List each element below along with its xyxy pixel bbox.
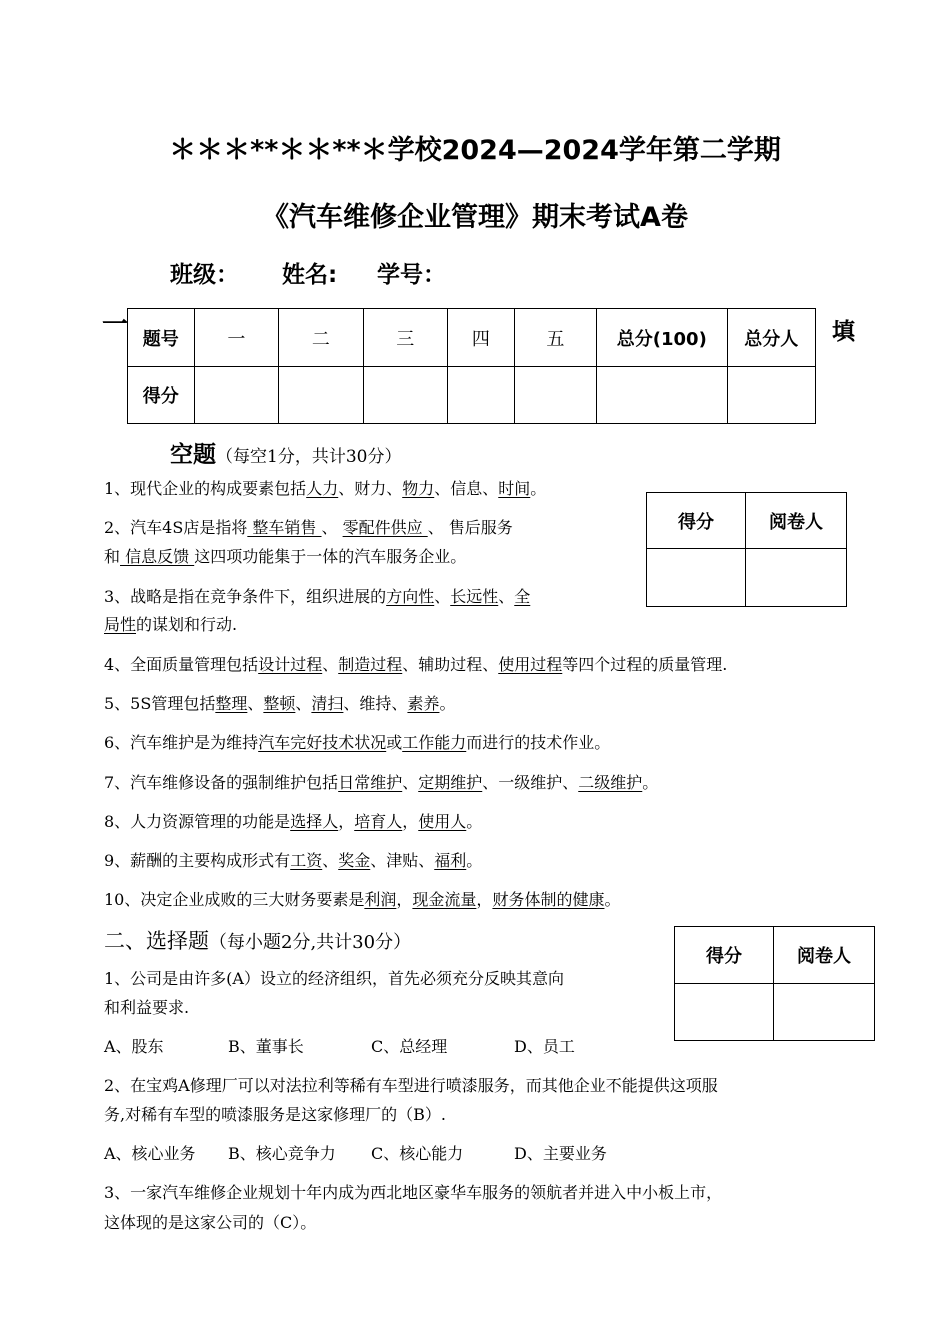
answer-blank: 选择人 [290, 812, 339, 831]
fill-question-2-line1: 2、汽车4S店是指将 整车销售 、 零配件供应 、 售后服务 [104, 518, 513, 537]
score-table-header: 三 [363, 309, 447, 367]
grader-score-cell[interactable] [675, 984, 774, 1041]
score-table-score-row [128, 367, 816, 424]
answer-blank: 日常维护 [338, 773, 403, 792]
answer-blank: 物力 [402, 479, 435, 498]
section-one-mark: 一 [102, 310, 129, 340]
answer-blank: 培育人 [354, 812, 403, 831]
choice-option[interactable]: B、董事长 [228, 1037, 304, 1056]
choice-option[interactable]: D、主要业务 [514, 1144, 607, 1163]
grader-label: 阅卷人 [774, 927, 875, 984]
choice-option[interactable]: C、核心能力 [371, 1144, 464, 1163]
class-label: 班级： [170, 262, 239, 288]
answer-blank: 定期维护 [418, 773, 483, 792]
name-label: 姓名: [282, 262, 338, 288]
section2-note: （每小题2分,共计30分） [209, 932, 412, 953]
choice-question-2-line1: 2、在宝鸡A修理厂可以对法拉利等稀有车型进行喷漆服务，而其他企业不能提供这项服 [104, 1076, 718, 1095]
grader-box-section2 [674, 926, 875, 1041]
grader-box-section1 [646, 492, 847, 607]
exam-title-line1: ＊＊＊**＊＊**＊学校2024—2024学年第二学期 [169, 135, 781, 166]
fill-question-3-line1: 3、战略是指在竞争条件下，组织进展的方向性、长远性、全 [104, 587, 531, 606]
grader-score-label: 得分 [647, 493, 746, 549]
student-id-label: 学号： [377, 262, 446, 288]
score-table-header: 二 [279, 309, 363, 367]
choice-question-1-options [104, 1030, 575, 1063]
section1-heading [170, 436, 401, 469]
answer-blank: 工资 [290, 851, 323, 870]
section2-title: 二、选择题 [104, 929, 209, 953]
score-cell[interactable] [194, 367, 278, 424]
answer-blank: 人力 [306, 479, 339, 498]
score-table [127, 308, 816, 424]
choice-question-3-line1: 3、一家汽车维修企业规划十年内成为西北地区豪华车服务的领航者并进入中小板上市， [104, 1183, 723, 1202]
section1-title: 空题 [170, 442, 216, 468]
score-table-header: 一 [194, 309, 278, 367]
answer-blank: 使用人 [418, 812, 467, 831]
answer-blank: 使用过程 [498, 655, 563, 674]
fill-mark: 填 [832, 319, 855, 345]
score-cell[interactable] [514, 367, 596, 424]
answer-blank: 清扫 [311, 694, 344, 713]
answer-blank: 全 [514, 587, 531, 606]
grader-score-cell[interactable] [647, 549, 746, 607]
score-table-header: 四 [448, 309, 515, 367]
answer-blank: 汽车完好技术状况 [258, 733, 387, 752]
score-table-header: 总分人 [727, 309, 816, 367]
grader-name-cell[interactable] [774, 984, 875, 1041]
answer-blank: 利润 [364, 890, 397, 909]
score-cell[interactable] [279, 367, 363, 424]
section1-note: （每空1分，共计30分） [216, 447, 402, 467]
choice-option[interactable]: D、员工 [514, 1037, 575, 1056]
fill-question-5: 5、5S管理包括整理、整顿、清扫、维持、素养。 [104, 694, 456, 713]
score-table-header: 五 [514, 309, 596, 367]
answer-blank: 零配件供应 [342, 518, 428, 537]
choice-option[interactable]: C、总经理 [371, 1037, 448, 1056]
grader-name-cell[interactable] [746, 549, 847, 607]
answer-blank: 素养 [407, 694, 440, 713]
score-table-header: 题号 [128, 309, 195, 367]
answer-blank: 奖金 [338, 851, 371, 870]
answer-blank: 二级维护 [578, 773, 643, 792]
fill-question-2-line2: 和 信息反馈 这四项功能集于一体的汽车服务企业。 [104, 547, 467, 566]
exam-title-line2: 《汽车维修企业管理》期末考试A卷 [262, 202, 688, 233]
grader-score-label: 得分 [675, 927, 774, 984]
answer-blank: 制造过程 [338, 655, 403, 674]
choice-question-3-line2: 这体现的是这家公司的（C）。 [104, 1213, 317, 1232]
answer-blank: 整理 [215, 694, 248, 713]
answer-blank: 工作能力 [402, 733, 467, 752]
score-table-header: 总分(100) [597, 309, 727, 367]
choice-question-1-line2: 和利益要求. [104, 998, 190, 1017]
answer-blank: 方向性 [386, 587, 435, 606]
choice-question-1-line1: 1、公司是由许多(A）设立的经济组织，首先必须充分反映其意向 [104, 969, 564, 988]
score-cell[interactable] [363, 367, 447, 424]
fill-question-8: 8、人力资源管理的功能是选择人，培育人，使用人。 [104, 812, 483, 831]
fill-question-1: 1、现代企业的构成要素包括人力、财力、物力、信息、时间。 [104, 479, 547, 498]
answer-blank: 时间 [498, 479, 531, 498]
answer-blank: 整顿 [263, 694, 296, 713]
score-cell[interactable] [597, 367, 727, 424]
fill-question-10: 10、决定企业成败的三大财务要素是利润，现金流量，财务体制的健康。 [104, 890, 621, 909]
answer-blank: 长远性 [450, 587, 499, 606]
answer-blank: 信息反馈 [120, 547, 195, 566]
score-table-header-row [128, 309, 816, 367]
answer-blank: 福利 [434, 851, 467, 870]
score-row-label: 得分 [128, 367, 195, 424]
grader-label: 阅卷人 [746, 493, 847, 549]
fill-question-6: 6、汽车维护是为维持汽车完好技术状况或工作能力而进行的技术作业。 [104, 733, 611, 752]
fill-question-3-line2: 局性的谋划和行动. [104, 615, 238, 634]
answer-blank: 财务体制的健康 [492, 890, 605, 909]
answer-blank: 局性 [104, 615, 137, 634]
answer-blank: 整车销售 [247, 518, 322, 537]
fill-question-7: 7、汽车维修设备的强制维护包括日常维护、定期维护、一级维护、二级维护。 [104, 773, 659, 792]
fill-question-9: 9、薪酬的主要构成形式有工资、奖金、津贴、福利。 [104, 851, 483, 870]
score-cell[interactable] [448, 367, 515, 424]
choice-question-2-line2: 务,对稀有车型的喷漆服务是这家修理厂的（B）. [104, 1105, 446, 1124]
choice-option[interactable]: B、核心竞争力 [228, 1144, 336, 1163]
score-cell[interactable] [727, 367, 816, 424]
choice-option[interactable]: A、股东 [104, 1037, 164, 1056]
answer-blank: 现金流量 [412, 890, 477, 909]
answer-blank: 设计过程 [258, 655, 323, 674]
choice-option[interactable]: A、核心业务 [104, 1144, 196, 1163]
choice-question-2-options [104, 1137, 607, 1170]
section2-heading [104, 925, 411, 955]
fill-question-4: 4、全面质量管理包括设计过程、制造过程、辅助过程、使用过程等四个过程的质量管理. [104, 655, 728, 674]
